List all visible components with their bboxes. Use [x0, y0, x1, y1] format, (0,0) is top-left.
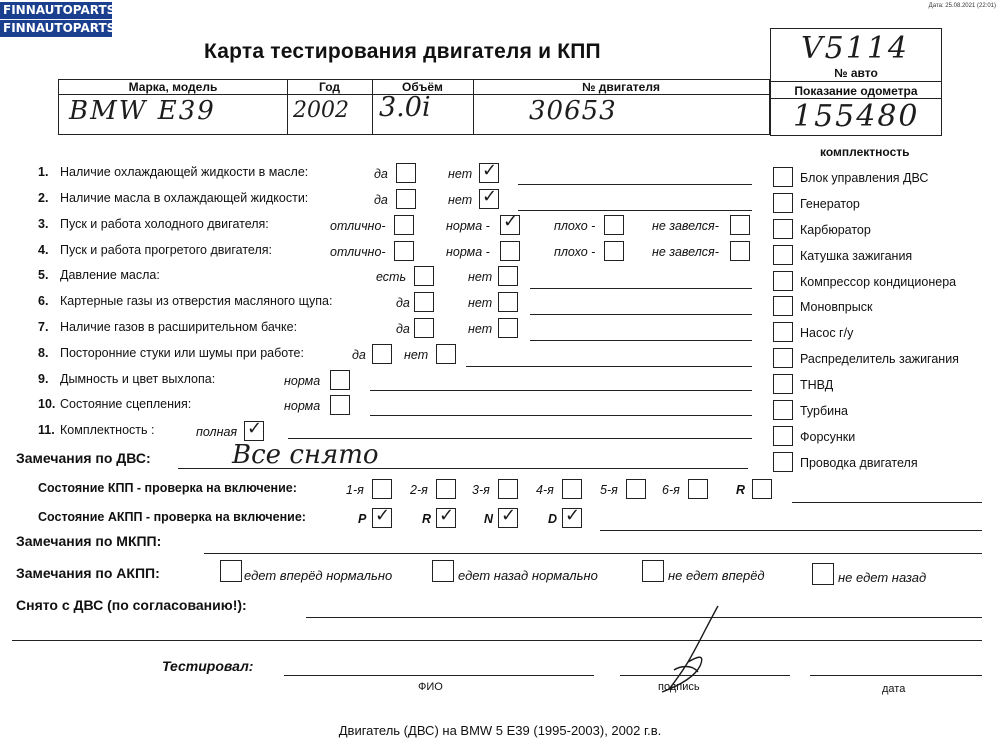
- completeness-item: Проводка двигателя: [800, 456, 918, 470]
- car-info-table: [58, 79, 770, 135]
- option-label-not-started: не завелся-: [652, 219, 719, 233]
- check-mark: ✓: [482, 186, 498, 207]
- item-number: 10.: [38, 397, 56, 411]
- image-caption: Двигатель (ДВС) на BMW 5 E39 (1995-2003), 2002 г.в.: [338, 723, 662, 738]
- checkbox-oil-pressure-no[interactable]: [498, 266, 518, 286]
- completeness-item: Насос г/у: [800, 326, 854, 340]
- checkbox-fuel-pump[interactable]: [773, 374, 793, 394]
- item-number: 5.: [38, 268, 49, 282]
- checkbox-coolant-yes[interactable]: [396, 163, 416, 183]
- remark-line: [204, 553, 982, 554]
- remark-line: [466, 366, 752, 367]
- item-number: 7.: [38, 320, 49, 334]
- site-logo-secondary: FINNAUTOPARTS: [0, 20, 112, 37]
- year-value: 2002: [293, 98, 349, 123]
- check-mark: ✓: [503, 211, 519, 232]
- akpp-gear-label: D: [548, 512, 558, 526]
- checkbox-crankcase-no[interactable]: [498, 292, 518, 312]
- header-odometer: Показание одометра: [794, 84, 918, 98]
- checkbox-power-steering-pump[interactable]: [773, 322, 793, 342]
- checkbox-warm-excellent[interactable]: [394, 241, 414, 261]
- handwritten-signature: [640, 600, 740, 700]
- check-label-oil-in-coolant: Наличие масла в охлаждающей жидкости:: [60, 191, 309, 205]
- odometer-value: 155480: [793, 99, 920, 134]
- checkbox-gear-6[interactable]: [688, 479, 708, 499]
- check-mark: ✓: [439, 505, 455, 526]
- tested-by-label: Тестировал:: [162, 658, 254, 674]
- checkbox-completeness-full[interactable]: [244, 418, 264, 441]
- check-label-oil-pressure: Давление масла:: [60, 268, 160, 282]
- mkpp-remarks-label: Замечания по МКПП:: [16, 533, 162, 549]
- auto-info-box: [770, 28, 942, 136]
- check-label-clutch: Состояние сцепления:: [60, 397, 192, 411]
- checkbox-warm-not-started[interactable]: [730, 241, 750, 261]
- checkbox-cold-normal[interactable]: [500, 211, 520, 235]
- checkbox-gear-3[interactable]: [498, 479, 518, 499]
- akpp-remarks-label: Замечания по АКПП:: [16, 565, 160, 581]
- check-label-expansion-tank-gases: Наличие газов в расширительном бачке:: [60, 320, 298, 334]
- scan-date: Дата: 25.08.2021 (22:01): [928, 3, 996, 9]
- checkbox-turbo[interactable]: [773, 400, 793, 420]
- dvs-remarks-label: Замечания по ДВС:: [16, 450, 151, 466]
- gear-label: 3-я: [472, 483, 490, 497]
- checkbox-noise-yes[interactable]: [372, 344, 392, 364]
- checkbox-coolant-no[interactable]: [479, 160, 499, 183]
- checkbox-ac-compressor[interactable]: [773, 271, 793, 291]
- akpp-gear-label: R: [422, 512, 432, 526]
- completeness-title: комплектность: [820, 145, 910, 159]
- check-label-exhaust-smoke: Дымность и цвет выхлопа:: [60, 372, 216, 386]
- option-label-present: есть: [376, 270, 407, 284]
- engine-no-value: 30653: [529, 96, 617, 126]
- akpp-option-label: не едет назад: [838, 570, 927, 585]
- option-label-bad: плохо -: [554, 245, 596, 259]
- dvs-remarks-value: Все снято: [232, 440, 379, 470]
- option-label-not-started: не завелся-: [652, 245, 719, 259]
- checkbox-noise-no[interactable]: [436, 344, 456, 364]
- option-label-yes: да: [352, 348, 366, 362]
- signature-caption: подпись: [658, 681, 700, 693]
- form-title: Карта тестирования двигателя и КПП: [204, 40, 601, 63]
- site-logo: FINNAUTOPARTS: [0, 2, 112, 19]
- remark-line: [600, 530, 982, 531]
- checkbox-injectors[interactable]: [773, 426, 793, 446]
- header-engine-no: № двигателя: [582, 80, 660, 94]
- checkbox-generator[interactable]: [773, 193, 793, 213]
- checkbox-exhaust-normal[interactable]: [330, 370, 350, 390]
- remark-line: [530, 288, 752, 289]
- option-label-no: нет: [468, 322, 493, 336]
- checkbox-crankcase-yes[interactable]: [414, 292, 434, 312]
- checkbox-mono-injection[interactable]: [773, 296, 793, 316]
- checkbox-ignition-coil[interactable]: [773, 245, 793, 265]
- check-mark: ✓: [501, 505, 517, 526]
- option-label-yes: да: [374, 167, 388, 181]
- remark-line: [530, 314, 752, 315]
- remark-line: [370, 390, 752, 391]
- checkbox-oil-yes[interactable]: [396, 189, 416, 209]
- completeness-item: Форсунки: [800, 430, 856, 444]
- removed-label: Снято с ДВС (по согласованию!):: [16, 597, 247, 613]
- gear-label: 2-я: [410, 483, 428, 497]
- checkbox-reverse-ok[interactable]: [432, 560, 454, 582]
- option-label-full: полная: [196, 425, 238, 439]
- completeness-item: Генератор: [800, 197, 860, 211]
- checkbox-gear-r[interactable]: [752, 479, 772, 499]
- akpp-gear-label: N: [484, 512, 494, 526]
- item-number: 9.: [38, 372, 49, 386]
- item-number: 3.: [38, 217, 49, 231]
- checkbox-cold-bad[interactable]: [604, 215, 624, 235]
- check-label-crankcase-gases: Картерные газы из отверстия масляного щупа:: [60, 294, 333, 308]
- remark-line: [12, 640, 982, 641]
- option-label-excellent: отлично-: [330, 219, 386, 233]
- check-label-coolant-in-oil: Наличие охлаждающей жидкости в масле:: [60, 165, 309, 179]
- checkbox-no-reverse[interactable]: [812, 563, 834, 585]
- header-auto-no: № авто: [834, 66, 878, 80]
- check-mark: ✓: [375, 505, 391, 526]
- item-number: 8.: [38, 346, 49, 360]
- volume-value: 3.0i: [379, 92, 431, 123]
- item-number: 4.: [38, 243, 49, 257]
- option-label-yes: да: [374, 193, 388, 207]
- checkbox-cold-not-started[interactable]: [730, 215, 750, 235]
- check-label-cold-start: Пуск и работа холодного двигателя:: [60, 217, 269, 231]
- checkbox-distributor[interactable]: [773, 348, 793, 368]
- akpp-gear-label: P: [358, 512, 367, 526]
- completeness-item: ТНВД: [800, 378, 834, 392]
- completeness-item: Распределитель зажигания: [800, 352, 959, 366]
- header-year: Год: [319, 80, 340, 94]
- checkbox-wiring[interactable]: [773, 452, 793, 472]
- akpp-state-label: Состояние АКПП - проверка на включение:: [38, 510, 306, 524]
- option-label-no: нет: [448, 193, 473, 207]
- checkbox-no-forward[interactable]: [642, 560, 664, 582]
- checkbox-clutch-normal[interactable]: [330, 395, 350, 415]
- kpp-state-label: Состояние КПП - проверка на включение:: [38, 481, 297, 495]
- check-mark: ✓: [247, 418, 263, 439]
- date-caption: дата: [882, 683, 906, 695]
- item-number: 2.: [38, 191, 49, 205]
- completeness-item: Катушка зажигания: [800, 249, 913, 263]
- table-divider: [771, 81, 941, 82]
- checkbox-ecu[interactable]: [773, 167, 793, 187]
- checkbox-gear-2[interactable]: [436, 479, 456, 499]
- checkbox-tank-yes[interactable]: [414, 318, 434, 338]
- check-label-noises: Посторонние стуки или шумы при работе:: [60, 346, 304, 360]
- option-label-normal: норма -: [446, 219, 490, 233]
- remark-line: [370, 415, 752, 416]
- option-label-no: нет: [468, 270, 493, 284]
- option-label-bad: плохо -: [554, 219, 596, 233]
- option-label-normal: норма -: [446, 245, 490, 259]
- model-value: BMW E39: [69, 96, 216, 126]
- checkbox-warm-bad[interactable]: [604, 241, 624, 261]
- gear-label: 6-я: [662, 483, 680, 497]
- checkbox-warm-normal[interactable]: [500, 241, 520, 261]
- option-label-excellent: отлично-: [330, 245, 386, 259]
- checkbox-carburetor[interactable]: [773, 219, 793, 239]
- checkbox-cold-excellent[interactable]: [394, 215, 414, 235]
- checkbox-gear-1[interactable]: [372, 479, 392, 499]
- remark-line: [530, 340, 752, 341]
- akpp-option-label: едет вперёд нормально: [244, 568, 393, 583]
- checkbox-gear-4[interactable]: [562, 479, 582, 499]
- remark-line: [792, 502, 982, 503]
- option-label-no: нет: [448, 167, 473, 181]
- checkbox-akpp-r[interactable]: [436, 505, 456, 528]
- checkbox-akpp-n[interactable]: [498, 505, 518, 528]
- checkbox-akpp-d[interactable]: [562, 505, 582, 528]
- completeness-item: Блок управления ДВС: [800, 171, 929, 185]
- remark-line: [518, 210, 752, 211]
- check-mark: ✓: [482, 160, 498, 181]
- gear-label: 4-я: [536, 483, 554, 497]
- option-label-normal: норма: [284, 399, 321, 413]
- header-volume: Объём: [402, 80, 443, 94]
- checkbox-oil-pressure-present[interactable]: [414, 266, 434, 286]
- fio-caption: ФИО: [418, 681, 443, 693]
- header-model: Марка, модель: [128, 80, 218, 94]
- checkbox-oil-no[interactable]: [479, 186, 499, 209]
- akpp-option-label: не едет вперёд: [668, 568, 765, 583]
- gear-label: R: [736, 483, 746, 497]
- date-line: [810, 675, 982, 676]
- option-label-normal: норма: [284, 374, 321, 388]
- check-label-completeness: Комплектность :: [60, 423, 155, 437]
- option-label-no: нет: [468, 296, 493, 310]
- check-label-warm-start: Пуск и работа прогретого двигателя:: [60, 243, 272, 257]
- checkbox-tank-no[interactable]: [498, 318, 518, 338]
- check-mark: ✓: [565, 505, 581, 526]
- auto-no-value: V5114: [801, 31, 910, 66]
- completeness-item: Карбюратор: [800, 223, 871, 237]
- checkbox-akpp-p[interactable]: [372, 505, 392, 528]
- completeness-item: Компрессор кондиционера: [800, 275, 957, 289]
- gear-label: 1-я: [346, 483, 364, 497]
- remark-line: [178, 468, 748, 469]
- remark-line: [288, 438, 752, 439]
- completeness-item: Турбина: [800, 404, 848, 418]
- item-number: 6.: [38, 294, 49, 308]
- option-label-yes: да: [396, 296, 410, 310]
- option-label-no: нет: [404, 348, 429, 362]
- completeness-item: Моновпрыск: [800, 300, 873, 314]
- akpp-option-label: едет назад нормально: [458, 568, 598, 583]
- checkbox-forward-ok[interactable]: [220, 560, 242, 582]
- fio-line: [284, 675, 594, 676]
- remark-line: [518, 184, 752, 185]
- item-number: 11.: [38, 423, 55, 437]
- checkbox-gear-5[interactable]: [626, 479, 646, 499]
- item-number: 1.: [38, 165, 49, 179]
- option-label-yes: да: [396, 322, 410, 336]
- gear-label: 5-я: [600, 483, 618, 497]
